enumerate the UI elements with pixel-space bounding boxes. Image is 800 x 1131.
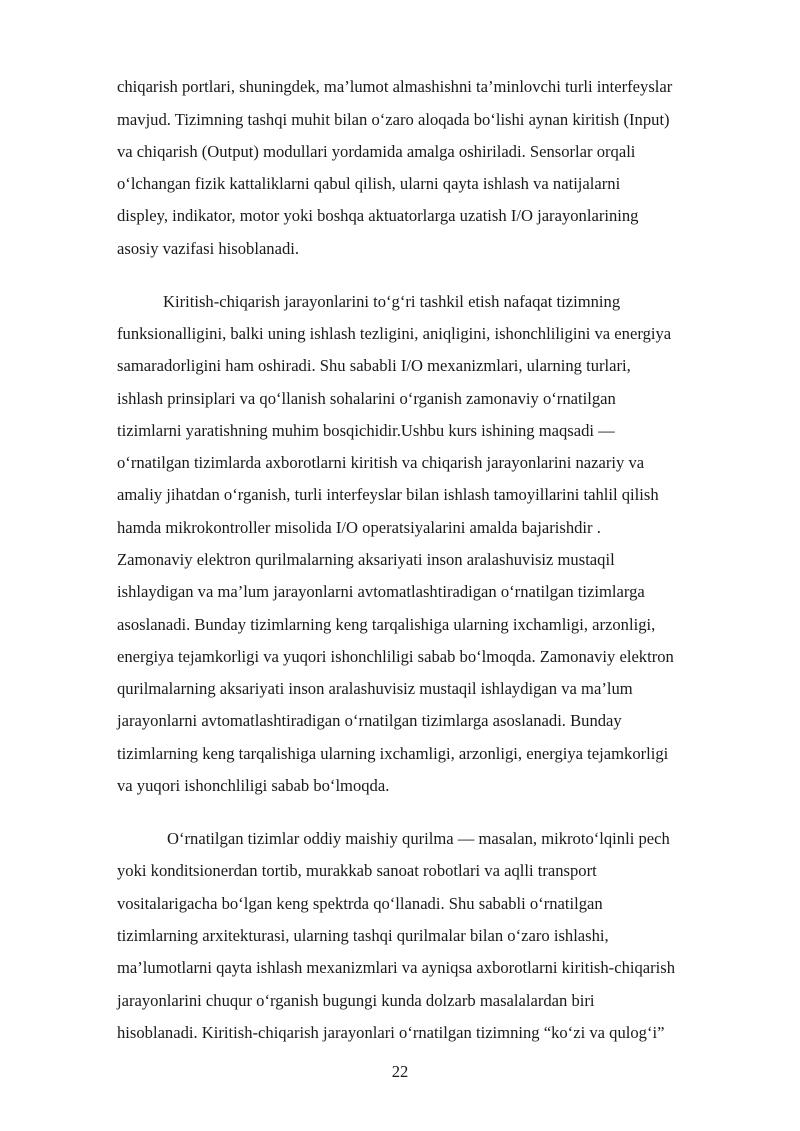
text-line: samaradorligini ham oshiradi. Shu sababli I/O mexanizmlari, ularning turlari,	[117, 356, 631, 375]
text-line: o‘lchangan fizik kattaliklarni qabul qilish, ularni qayta ishlash va natijalarni	[117, 174, 621, 193]
text-line: amaliy jihatdan o‘rganish, turli interfeyslar bilan ishlash tamoyillarini tahlil qilish	[117, 485, 659, 504]
text-line: hisoblanadi. Kiritish-chiqarish jarayonlari o‘rnatilgan tizimning “ko‘zi va qulog‘i”	[117, 1023, 665, 1042]
text-line: vositalarigacha bo‘lgan keng spektrda qo‘llanadi. Shu sababli o‘rnatilgan	[117, 894, 603, 913]
text-line: mavjud. Tizimning tashqi muhit bilan o‘zaro aloqada bo‘lishi aynan kiritish (Input)	[117, 110, 670, 129]
text-line: yoki konditsionerdan tortib, murakkab sanoat robotlari va aqlli transport	[117, 861, 597, 880]
text-line: tizimlarni yaratishning muhim bosqichidir.Ushbu kurs ishining maqsadi —	[117, 421, 615, 440]
text-line: qurilmalarning aksariyati inson aralashuvisiz mustaqil ishlaydigan va ma’lum	[117, 679, 633, 698]
text-line: O‘rnatilgan tizimlar oddiy maishiy qurilma — masalan, mikroto‘lqinli pech	[167, 829, 670, 848]
text-line: jarayonlarni avtomatlashtiradigan o‘rnatilgan tizimlarga asoslanadi. Bunday	[117, 711, 622, 730]
text-line: va chiqarish (Output) modullari yordamida amalga oshiriladi. Sensorlar orqali	[117, 142, 636, 161]
text-line: funksionalligini, balki uning ishlash tezligini, aniqligini, ishonchliligini va energiya	[117, 324, 672, 343]
text-line: tizimlarning arxitekturasi, ularning tashqi qurilmalar bilan o‘zaro ishlashi,	[117, 926, 609, 945]
text-line: ishlash prinsiplari va qo‘llanish sohalarini o‘rganish zamonaviy o‘rnatilgan	[117, 389, 616, 408]
text-line: energiya tejamkorligi va yuqori ishonchliligi sabab bo‘lmoqda. Zamonaviy elektron	[117, 647, 674, 666]
text-line: asoslanadi. Bunday tizimlarning keng tarqalishiga ularning ixchamligi, arzonligi,	[117, 615, 656, 634]
text-line: Zamonaviy elektron qurilmalarning aksariyati inson aralashuvisiz mustaqil	[117, 550, 615, 569]
page-number: 22	[391, 1062, 409, 1081]
text-line: ishlaydigan va ma’lum jarayonlarni avtomatlashtiradigan o‘rnatilgan tizimlarga	[117, 582, 645, 601]
text-line: jarayonlarini chuqur o‘rganish bugungi kunda dolzarb masalalardan biri	[117, 991, 595, 1010]
text-line: ma’lumotlarni qayta ishlash mexanizmlari va ayniqsa axborotlarni kiritish-chiqarish	[117, 958, 676, 977]
text-line: o‘rnatilgan tizimlarda axborotlarni kiritish va chiqarish jarayonlarini nazariy va	[117, 453, 645, 472]
text-line: chiqarish portlari, shuningdek, ma’lumot almashishni ta’minlovchi turli interfeyslar	[117, 77, 673, 96]
text-line: tizimlarning keng tarqalishiga ularning ixchamligi, arzonligi, energiya tejamkorligi	[117, 744, 669, 763]
text-line: asosiy vazifasi hisoblanadi.	[117, 239, 300, 258]
text-line: Kiritish-chiqarish jarayonlarini to‘g‘ri tashkil etish nafaqat tizimning	[163, 292, 621, 311]
text-line: va yuqori ishonchliligi sabab bo‘lmoqda.	[117, 776, 390, 795]
text-line: hamda mikrokontroller misolida I/O operatsiyalarini amalda bajarishdir .	[117, 518, 601, 537]
text-line: displey, indikator, motor yoki boshqa aktuatorlarga uzatish I/O jarayonlarining	[117, 206, 639, 225]
